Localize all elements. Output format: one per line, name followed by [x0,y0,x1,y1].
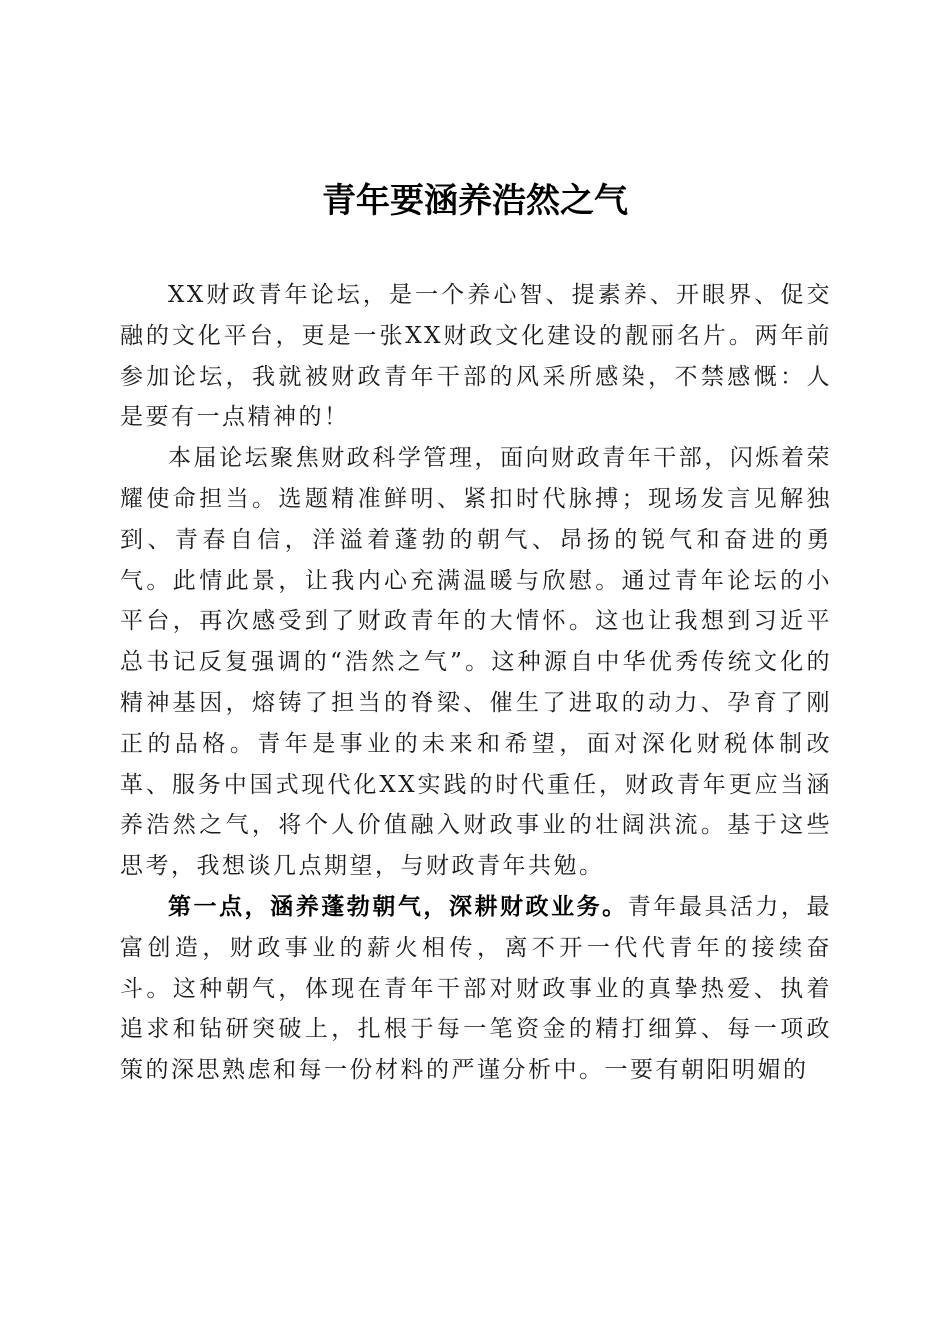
paragraph-text: 青年最具活力，最富创造，财政事业的薪火相传，离不开一代代青年的接续奋斗。这种朝气，体现在青年干部对财政事业的真挚热爱、执着追求和钻研突破上，扎根于每一笔资金的精打细算、每一项政策的深思熟虑和每一份材料的严谨分析中。一要有朝阳明媚的 [120,893,833,1084]
paragraph-lead-heading: 第一点，涵养蓬勃朝气，深耕财政业务。 [168,892,628,920]
paragraph-intro [120,275,832,438]
document-title: 青年要涵养浩然之气 [322,181,628,221]
paragraph-forum [120,438,832,887]
paragraph-point-one [120,887,832,1091]
paragraph-text: 本届论坛聚焦财政科学管理，面向财政青年干部，闪烁着荣耀使命担当。选题精准鲜明、紧扣时代脉搏；现场发言见解独到、青春自信，洋溢着蓬勃的朝气、昂扬的锐气和奋进的勇气。此情此景，让我内心充满温暖与欣慰。通过青年论坛的小平台，再次感受到了财政青年的大情怀。这也让我想到习近平总书记反复强调的“浩然之气”。这种源自中华优秀传统文化的精神基因，熔铸了担当的脊梁、催生了进取的动力、孕育了刚正的品格。青年是事业的未来和希望，面对深化财税体制改革、服务中国式现代化XX实践的时代重任，财政青年更应当涵养浩然之气，将个人价值融入财政事业的壮阔洪流。基于这些思考，我想谈几点期望，与财政青年共勉。 [120,445,832,880]
document-body [120,275,832,1091]
paragraph-text: XX财政青年论坛，是一个养心智、提素养、开眼界、促交融的文化平台，更是一张XX财政文化建设的靓丽名片。两年前参加论坛，我就被财政青年干部的风采所感染，不禁感慨：人是要有一点精神的！ [120,282,832,431]
